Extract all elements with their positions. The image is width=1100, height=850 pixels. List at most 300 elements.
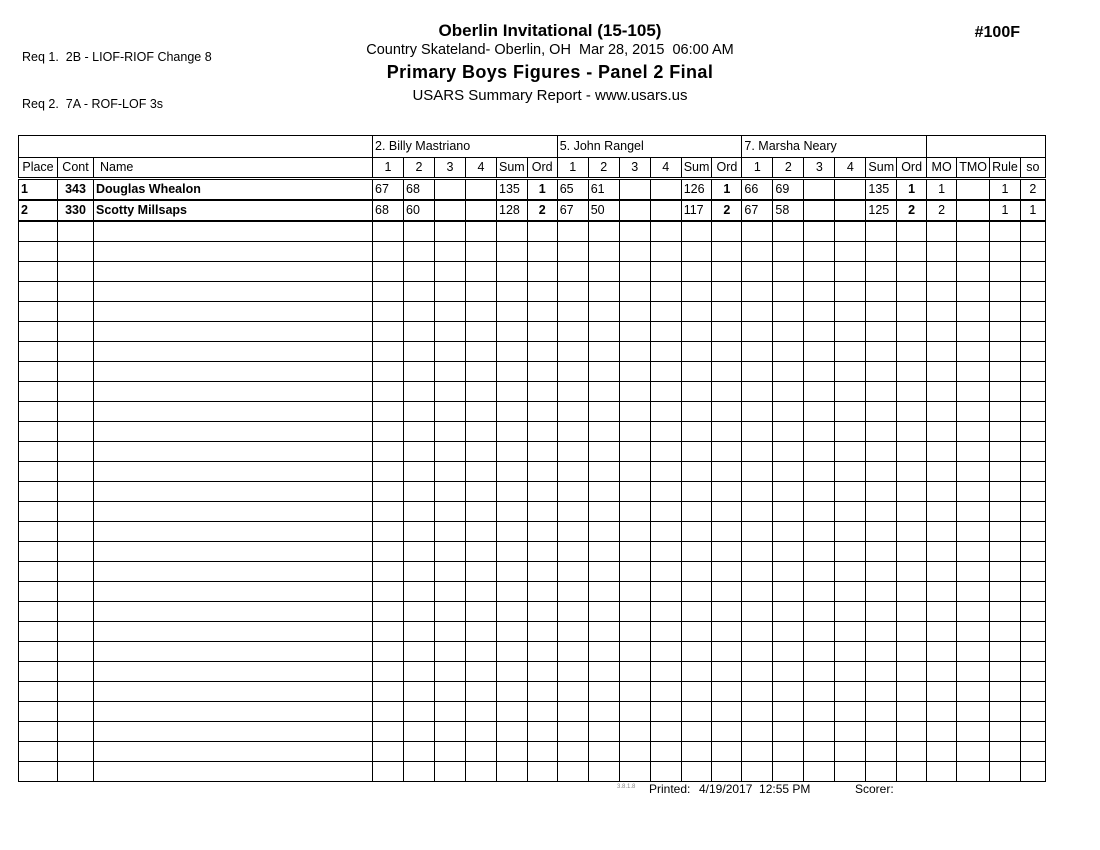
empty-score-cell (466, 362, 497, 382)
empty-score-cell (466, 221, 497, 242)
empty-score-cell (435, 622, 466, 642)
empty-mo-cell (927, 282, 957, 302)
empty-score-cell (557, 662, 588, 682)
empty-score-cell (650, 322, 681, 342)
empty-tmo-cell (957, 662, 990, 682)
empty-score-cell (835, 742, 866, 762)
empty-rule-cell (990, 462, 1021, 482)
empty-sum-cell (866, 302, 897, 322)
empty-score-cell (557, 282, 588, 302)
empty-score-cell (466, 562, 497, 582)
empty-sum-cell (681, 702, 712, 722)
empty-score-cell (835, 682, 866, 702)
empty-cont-cell (58, 322, 94, 342)
competitor-name-cell: Douglas Whealon (94, 179, 373, 201)
empty-score-cell (466, 682, 497, 702)
empty-score-cell (773, 762, 804, 782)
empty-so-cell (1020, 342, 1045, 362)
empty-rule-cell (990, 482, 1021, 502)
empty-score-cell (742, 221, 773, 242)
empty-ordinal-cell (897, 482, 927, 502)
empty-so-cell (1020, 582, 1045, 602)
empty-score-cell (557, 402, 588, 422)
empty-tmo-cell (957, 542, 990, 562)
empty-score-cell (588, 342, 619, 362)
empty-score-cell (773, 542, 804, 562)
empty-ordinal-cell (897, 322, 927, 342)
empty-ordinal-cell (527, 542, 557, 562)
empty-score-cell (588, 302, 619, 322)
score-cell: 61 (588, 179, 619, 201)
empty-score-cell (404, 322, 435, 342)
empty-score-cell (619, 221, 650, 242)
empty-place-cell (19, 422, 58, 442)
empty-place-cell (19, 442, 58, 462)
empty-ordinal-cell (527, 722, 557, 742)
empty-tmo-cell (957, 602, 990, 622)
empty-score-cell (650, 642, 681, 662)
empty-score-cell (742, 282, 773, 302)
empty-score-cell (404, 662, 435, 682)
empty-cont-cell (58, 702, 94, 722)
empty-place-cell (19, 702, 58, 722)
empty-tmo-cell (957, 322, 990, 342)
empty-row (19, 582, 1046, 602)
empty-score-cell (588, 542, 619, 562)
empty-score-cell (404, 462, 435, 482)
empty-sum-cell (497, 742, 528, 762)
empty-score-cell (373, 702, 404, 722)
empty-ordinal-cell (527, 242, 557, 262)
empty-score-cell (650, 722, 681, 742)
empty-score-cell (804, 742, 835, 762)
empty-score-cell (835, 502, 866, 522)
empty-ordinal-cell (897, 762, 927, 782)
empty-ordinal-cell (897, 302, 927, 322)
empty-score-cell (835, 522, 866, 542)
empty-score-cell (435, 502, 466, 522)
empty-name-cell (94, 722, 373, 742)
empty-score-cell (588, 662, 619, 682)
score-cell (466, 179, 497, 201)
empty-sum-cell (497, 262, 528, 282)
empty-score-cell (742, 662, 773, 682)
empty-score-cell (619, 602, 650, 622)
empty-mo-cell (927, 662, 957, 682)
empty-cont-cell (58, 462, 94, 482)
empty-score-cell (773, 302, 804, 322)
empty-score-cell (742, 482, 773, 502)
empty-score-cell (650, 682, 681, 702)
empty-score-cell (804, 722, 835, 742)
empty-score-cell (435, 362, 466, 382)
empty-score-cell (435, 342, 466, 362)
empty-mo-cell (927, 462, 957, 482)
empty-score-cell (650, 242, 681, 262)
empty-score-cell (466, 422, 497, 442)
empty-name-cell (94, 562, 373, 582)
empty-score-cell (373, 462, 404, 482)
empty-score-cell (373, 682, 404, 702)
sum-cell: 117 (681, 200, 712, 221)
printed-timestamp: 4/19/2017 12:55 PM (699, 782, 811, 796)
empty-score-cell (742, 362, 773, 382)
empty-score-cell (773, 442, 804, 462)
empty-ordinal-cell (897, 242, 927, 262)
empty-score-cell (650, 382, 681, 402)
empty-score-cell (557, 722, 588, 742)
col-header-so: so (1020, 158, 1045, 179)
empty-score-cell (773, 402, 804, 422)
empty-score-cell (835, 242, 866, 262)
empty-score-cell (588, 322, 619, 342)
col-header-rule: Rule (990, 158, 1021, 179)
empty-ordinal-cell (897, 722, 927, 742)
empty-ordinal-cell (712, 221, 742, 242)
empty-rule-cell (990, 642, 1021, 662)
empty-mo-cell (927, 342, 957, 362)
empty-ordinal-cell (712, 422, 742, 442)
empty-score-cell (588, 622, 619, 642)
empty-sum-cell (681, 742, 712, 762)
empty-row (19, 262, 1046, 282)
empty-row (19, 462, 1046, 482)
empty-score-cell (804, 502, 835, 522)
empty-score-cell (466, 742, 497, 762)
score-cell: 50 (588, 200, 619, 221)
empty-score-cell (588, 402, 619, 422)
score-cell: 67 (742, 200, 773, 221)
empty-ordinal-cell (897, 362, 927, 382)
empty-sum-cell (497, 422, 528, 442)
empty-score-cell (773, 502, 804, 522)
empty-sum-cell (681, 522, 712, 542)
empty-score-cell (773, 582, 804, 602)
empty-sum-cell (866, 362, 897, 382)
empty-name-cell (94, 482, 373, 502)
empty-score-cell (557, 522, 588, 542)
empty-mo-cell (927, 322, 957, 342)
place-cell: 2 (19, 200, 58, 221)
empty-score-cell (804, 462, 835, 482)
empty-sum-cell (681, 682, 712, 702)
band-spacer-right (927, 136, 1046, 158)
empty-place-cell (19, 562, 58, 582)
empty-so-cell (1020, 462, 1045, 482)
empty-ordinal-cell (897, 642, 927, 662)
empty-so-cell (1020, 742, 1045, 762)
empty-sum-cell (497, 582, 528, 602)
empty-row (19, 742, 1046, 762)
empty-ordinal-cell (712, 582, 742, 602)
empty-score-cell (804, 402, 835, 422)
empty-name-cell (94, 362, 373, 382)
empty-score-cell (373, 382, 404, 402)
empty-place-cell (19, 402, 58, 422)
empty-score-cell (404, 221, 435, 242)
empty-score-cell (804, 622, 835, 642)
empty-score-cell (588, 642, 619, 662)
empty-score-cell (435, 242, 466, 262)
empty-name-cell (94, 302, 373, 322)
empty-sum-cell (681, 302, 712, 322)
empty-cont-cell (58, 662, 94, 682)
empty-score-cell (742, 262, 773, 282)
empty-ordinal-cell (897, 602, 927, 622)
empty-place-cell (19, 722, 58, 742)
empty-row (19, 702, 1046, 722)
empty-ordinal-cell (527, 221, 557, 242)
empty-place-cell (19, 682, 58, 702)
empty-ordinal-cell (527, 402, 557, 422)
empty-ordinal-cell (712, 622, 742, 642)
empty-sum-cell (866, 722, 897, 742)
empty-mo-cell (927, 682, 957, 702)
empty-place-cell (19, 242, 58, 262)
empty-score-cell (650, 282, 681, 302)
empty-ordinal-cell (897, 502, 927, 522)
empty-score-cell (619, 702, 650, 722)
sum-cell: 135 (497, 179, 528, 201)
empty-row (19, 502, 1046, 522)
empty-score-cell (435, 662, 466, 682)
empty-score-cell (650, 482, 681, 502)
score-cell: 60 (404, 200, 435, 221)
empty-score-cell (835, 562, 866, 582)
empty-score-cell (404, 702, 435, 722)
empty-score-cell (466, 502, 497, 522)
empty-score-cell (804, 422, 835, 442)
empty-mo-cell (927, 402, 957, 422)
empty-sum-cell (866, 262, 897, 282)
empty-mo-cell (927, 602, 957, 622)
empty-place-cell (19, 342, 58, 362)
empty-score-cell (742, 622, 773, 642)
band-spacer-left (19, 136, 373, 158)
empty-score-cell (435, 422, 466, 442)
empty-score-cell (435, 462, 466, 482)
empty-sum-cell (866, 442, 897, 462)
empty-place-cell (19, 462, 58, 482)
empty-name-cell (94, 522, 373, 542)
empty-score-cell (373, 762, 404, 782)
empty-sum-cell (497, 522, 528, 542)
empty-so-cell (1020, 242, 1045, 262)
empty-cont-cell (58, 442, 94, 462)
competitor-row (19, 200, 1046, 221)
empty-score-cell (404, 562, 435, 582)
score-cell: 68 (404, 179, 435, 201)
empty-score-cell (650, 602, 681, 622)
empty-row (19, 622, 1046, 642)
empty-score-cell (373, 502, 404, 522)
empty-so-cell (1020, 522, 1045, 542)
empty-sum-cell (681, 262, 712, 282)
empty-score-cell (742, 582, 773, 602)
contestant-number-cell: 330 (58, 200, 94, 221)
empty-tmo-cell (957, 642, 990, 662)
printed-label: Printed: (649, 782, 691, 796)
empty-sum-cell (681, 221, 712, 242)
empty-score-cell (773, 702, 804, 722)
empty-score-cell (466, 262, 497, 282)
empty-place-cell (19, 762, 58, 782)
report-footer (0, 781, 1100, 801)
empty-score-cell (557, 622, 588, 642)
empty-so-cell (1020, 562, 1045, 582)
empty-ordinal-cell (527, 642, 557, 662)
empty-name-cell (94, 402, 373, 422)
empty-tmo-cell (957, 362, 990, 382)
empty-ordinal-cell (527, 702, 557, 722)
report-type-line: USARS Summary Report - www.usars.us (412, 87, 688, 104)
empty-rule-cell (990, 522, 1021, 542)
empty-ordinal-cell (897, 542, 927, 562)
empty-score-cell (650, 522, 681, 542)
empty-rule-cell (990, 682, 1021, 702)
empty-sum-cell (497, 602, 528, 622)
empty-score-cell (773, 322, 804, 342)
empty-so-cell (1020, 762, 1045, 782)
empty-score-cell (835, 702, 866, 722)
empty-row (19, 522, 1046, 542)
empty-place-cell (19, 522, 58, 542)
empty-score-cell (650, 702, 681, 722)
empty-row (19, 682, 1046, 702)
empty-mo-cell (927, 262, 957, 282)
sum-cell: 128 (497, 200, 528, 221)
empty-tmo-cell (957, 722, 990, 742)
empty-sum-cell (497, 682, 528, 702)
empty-score-cell (404, 422, 435, 442)
empty-cont-cell (58, 242, 94, 262)
score-cell (804, 200, 835, 221)
empty-name-cell (94, 702, 373, 722)
empty-score-cell (373, 422, 404, 442)
empty-rule-cell (990, 282, 1021, 302)
empty-score-cell (404, 762, 435, 782)
empty-score-cell (373, 642, 404, 662)
empty-score-cell (435, 282, 466, 302)
empty-ordinal-cell (712, 362, 742, 382)
empty-sum-cell (497, 542, 528, 562)
score-cell (619, 200, 650, 221)
empty-ordinal-cell (712, 402, 742, 422)
empty-score-cell (404, 542, 435, 562)
empty-ordinal-cell (897, 622, 927, 642)
empty-score-cell (804, 582, 835, 602)
empty-rule-cell (990, 362, 1021, 382)
empty-cont-cell (58, 762, 94, 782)
col-header-ord: Ord (527, 158, 557, 179)
empty-sum-cell (866, 622, 897, 642)
empty-score-cell (466, 522, 497, 542)
col-header-trial-4: 4 (466, 158, 497, 179)
empty-sum-cell (497, 382, 528, 402)
empty-name-cell (94, 282, 373, 302)
sum-cell: 135 (866, 179, 897, 201)
score-cell (435, 200, 466, 221)
empty-score-cell (773, 382, 804, 402)
empty-score-cell (773, 642, 804, 662)
empty-ordinal-cell (527, 762, 557, 782)
empty-ordinal-cell (712, 282, 742, 302)
empty-name-cell (94, 242, 373, 262)
requirement-line-2: Req 2. 7A - ROF-LOF 3s (22, 96, 164, 111)
empty-score-cell (619, 242, 650, 262)
tmo-cell (957, 179, 990, 201)
empty-score-cell (588, 522, 619, 542)
empty-ordinal-cell (527, 382, 557, 402)
empty-score-cell (619, 502, 650, 522)
empty-row (19, 382, 1046, 402)
empty-score-cell (404, 742, 435, 762)
empty-cont-cell (58, 562, 94, 582)
empty-ordinal-cell (712, 242, 742, 262)
empty-score-cell (650, 302, 681, 322)
empty-score-cell (557, 582, 588, 602)
empty-score-cell (404, 402, 435, 422)
empty-sum-cell (866, 282, 897, 302)
empty-rule-cell (990, 382, 1021, 402)
ordinal-cell: 1 (527, 179, 557, 201)
empty-tmo-cell (957, 482, 990, 502)
empty-ordinal-cell (712, 562, 742, 582)
empty-score-cell (835, 762, 866, 782)
col-header-ord: Ord (712, 158, 742, 179)
empty-row (19, 762, 1046, 782)
empty-score-cell (619, 762, 650, 782)
empty-score-cell (619, 362, 650, 382)
empty-score-cell (404, 262, 435, 282)
empty-row (19, 322, 1046, 342)
empty-score-cell (404, 302, 435, 322)
empty-tmo-cell (957, 342, 990, 362)
empty-mo-cell (927, 482, 957, 502)
empty-score-cell (742, 402, 773, 422)
empty-score-cell (466, 702, 497, 722)
empty-sum-cell (866, 582, 897, 602)
empty-rule-cell (990, 302, 1021, 322)
competition-title: Oberlin Invitational (15-105) (438, 21, 662, 40)
empty-sum-cell (681, 282, 712, 302)
empty-name-cell (94, 342, 373, 362)
empty-ordinal-cell (527, 462, 557, 482)
empty-name-cell (94, 742, 373, 762)
empty-row (19, 422, 1046, 442)
empty-score-cell (835, 382, 866, 402)
empty-score-cell (557, 742, 588, 762)
empty-ordinal-cell (712, 442, 742, 462)
empty-tmo-cell (957, 622, 990, 642)
empty-score-cell (773, 602, 804, 622)
empty-score-cell (742, 762, 773, 782)
empty-so-cell (1020, 482, 1045, 502)
empty-mo-cell (927, 442, 957, 462)
empty-score-cell (742, 642, 773, 662)
empty-sum-cell (866, 522, 897, 542)
empty-score-cell (804, 642, 835, 662)
empty-rule-cell (990, 722, 1021, 742)
empty-score-cell (804, 682, 835, 702)
col-header-trial-4: 4 (650, 158, 681, 179)
empty-sum-cell (866, 682, 897, 702)
empty-score-cell (742, 502, 773, 522)
score-cell: 65 (557, 179, 588, 201)
empty-ordinal-cell (897, 462, 927, 482)
empty-score-cell (373, 722, 404, 742)
empty-score-cell (650, 221, 681, 242)
